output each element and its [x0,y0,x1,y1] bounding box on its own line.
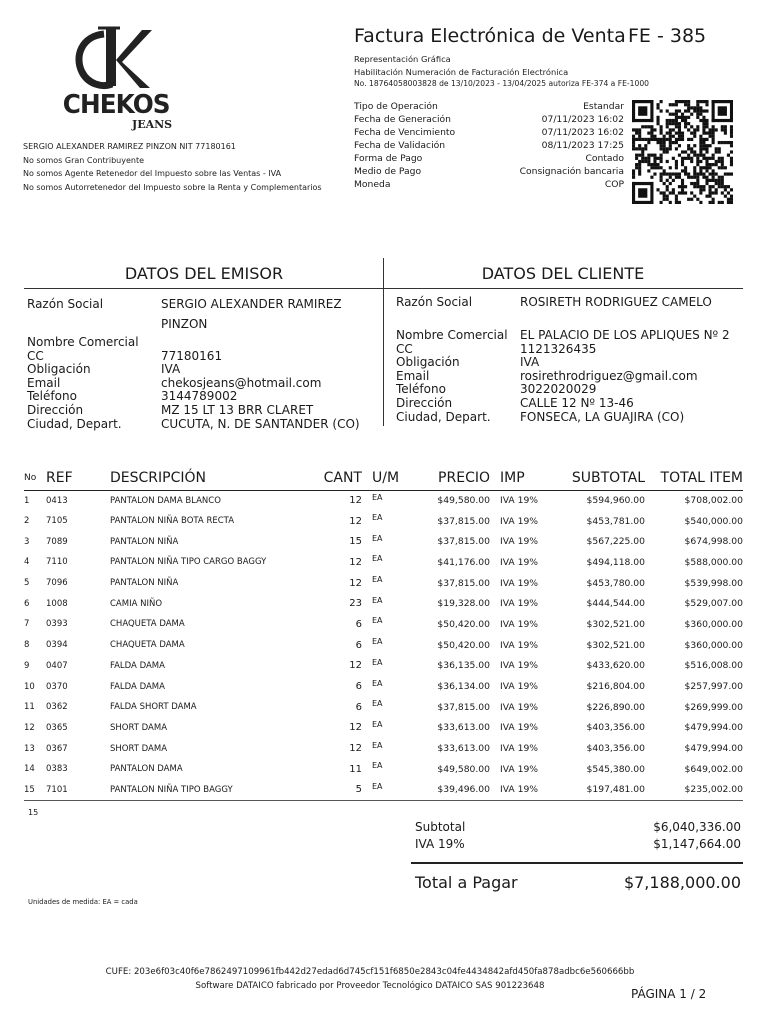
cell-subtotal: $403,356.00 [586,722,645,734]
operation-value: Contado [585,153,624,164]
cell-no: 9 [24,660,30,671]
logo-mark [60,26,172,96]
cliente-details [396,294,741,424]
field-value: rosirethrodriguez@gmail.com [520,368,698,383]
col-header-ref: REF [46,466,110,490]
cell-price: $50,420.00 [437,639,490,651]
cell-description: SHORT DAMA [110,722,168,733]
field-label: Dirección [27,402,84,417]
table-row [24,780,743,801]
cell-subtotal: $302,521.00 [586,639,645,651]
field-value: SERGIO ALEXANDER RAMIREZ PINZON [161,297,342,331]
operation-value: 07/11/2023 16:02 [541,127,624,138]
cell-price: $19,328.00 [437,598,490,610]
unit-value: EA [372,533,383,543]
cell-total: $235,002.00 [645,780,743,801]
cell-description: SHORT DAMA [110,743,168,754]
cell-description: CHAQUETA DAMA [110,640,185,651]
logo-wordmark: CHEKOS [62,90,170,120]
cell-subtotal: $567,225.00 [586,536,645,548]
field-label: Email [396,368,430,383]
subtotal-value: $6,040,336.00 [653,820,741,834]
unit-value: EA [372,719,383,729]
cell-tax: IVA 19% [500,495,539,507]
operation-label: Moneda [354,179,391,190]
cell-no: 3 [24,536,30,547]
cell-subtotal: $453,780.00 [586,577,645,589]
cliente-row [396,411,741,425]
unit-value: EA [372,657,383,667]
unit-value: EA [372,740,383,750]
cell-ref: 0394 [46,640,68,651]
cell-unit [362,511,412,532]
issuer-line: No somos Gran Contribuyente [23,155,145,165]
cell-unit [362,552,412,573]
cell-subtotal: $226,890.00 [586,701,645,713]
cell-subtotal: $216,804.00 [586,681,645,693]
cell-tax: IVA 19% [500,536,539,548]
grand-total-row [415,873,741,892]
emisor-row [27,390,377,404]
cell-price: $49,580.00 [437,495,490,507]
table-row [24,635,743,656]
field-label: Obligación [396,355,460,370]
cell-quantity: 12 [349,556,362,568]
unit-value: EA [372,554,383,564]
document-title: Factura Electrónica de Venta [354,25,626,47]
cell-unit [362,718,412,739]
cell-subtotal: $545,380.00 [586,763,645,775]
cell-ref: 0413 [46,495,68,506]
cell-ref: 7110 [46,557,68,568]
operation-label: Fecha de Vencimiento [354,127,456,138]
resolution-number: No. 18764058003828 de 13/10/2023 - 13/04/2025 autoriza FE-374 a FE-1000 [354,79,649,88]
cell-ref: 7105 [46,516,68,527]
cell-price: $49,580.00 [437,763,490,775]
invoice-number: FE - 385 [628,25,707,47]
emisor-section-title: DATOS DEL EMISOR [124,264,284,283]
cell-price: $37,815.00 [437,577,490,589]
cell-unit [362,531,412,552]
cliente-section-title: DATOS DEL CLIENTE [481,264,645,283]
operation-label: Medio de Pago [354,166,422,177]
unit-value: EA [372,513,383,523]
unit-value: EA [372,761,383,771]
cell-unit [362,573,412,594]
cell-ref: 1008 [46,598,68,609]
field-value: MZ 15 LT 13 BRR CLARET [161,402,314,417]
logo-subtext: JEANS [132,118,173,131]
cell-total: $529,007.00 [684,598,743,610]
item-count: 15 [28,808,39,817]
cliente-row [396,294,741,311]
issuer-line: No somos Autorretenedor del Impuesto sobre la Renta y Complementarios [23,182,322,192]
items-table-body [24,490,743,800]
field-label: Obligación [27,362,91,377]
cell-quantity: 6 [355,618,362,630]
emisor-row [27,294,377,334]
cell-quantity: 12 [349,743,362,755]
field-label: Ciudad, Depart. [27,416,122,431]
cell-no: 7 [24,619,30,630]
subtotal-row [415,819,741,836]
field-label: Nombre Comercial [396,328,508,342]
cell-price: $33,613.00 [437,743,490,755]
cell-total: $649,002.00 [684,763,743,775]
cell-total: $479,994.00 [684,743,743,755]
emisor-row [27,350,377,364]
field-value: FONSECA, LA GUAJIRA (CO) [520,409,685,424]
cell-no: 10 [24,681,35,692]
cell-subtotal: $433,620.00 [586,660,645,672]
cell-quantity: 12 [349,515,362,527]
cell-tax: IVA 19% [500,515,539,527]
col-header-tax: IMP [490,466,544,490]
field-value: IVA [161,362,181,377]
cell-description: CHAQUETA DAMA [110,619,185,630]
cell-ref: 7089 [46,536,68,547]
cliente-row [396,356,741,370]
col-header-unit: U/M [362,466,412,490]
operation-value: Estandar [583,101,624,112]
col-header-price: PRECIO [412,466,490,490]
operation-row [354,139,624,152]
cell-tax: IVA 19% [500,743,539,755]
cell-unit [362,697,412,718]
cell-subtotal: $197,481.00 [544,780,645,801]
emisor-row [27,418,377,432]
operation-label: Forma de Pago [354,153,423,164]
cell-ref: 0370 [46,681,68,692]
cell-subtotal: $494,118.00 [586,556,645,568]
issuer-tax-info [23,140,322,194]
cell-tax: IVA 19% [500,681,539,693]
table-row [24,593,743,614]
field-label: Teléfono [27,389,77,404]
cell-description: PANTALON NIÑA [110,536,179,547]
operation-row [354,165,624,178]
cell-no: 14 [24,764,35,775]
cell-description: PANTALON NIÑA [110,578,179,589]
field-label: CC [396,341,413,356]
cell-total: $674,998.00 [684,536,743,548]
operation-row [354,178,624,191]
col-header-no: No [24,466,46,490]
field-value: IVA [520,355,540,370]
grand-total-label: Total a Pagar [415,873,518,892]
cell-no: 2 [24,516,30,527]
field-value: chekosjeans@hotmail.com [161,375,322,390]
cell-quantity: 12 [349,577,362,589]
cell-description: PANTALON DAMA BLANCO [110,495,221,506]
cell-unit [362,490,412,511]
field-value: 1121326435 [520,341,597,356]
field-value: CUCUTA, N. DE SANTANDER (CO) [161,416,360,431]
table-row [24,511,743,532]
operation-value: 08/11/2023 17:25 [541,140,624,151]
numbering-label: Habilitación Numeración de Facturación Electrónica [354,66,569,77]
totals-divider [411,862,743,864]
cell-price: $41,176.00 [437,556,490,568]
operation-value: COP [604,179,624,190]
emisor-row [27,404,377,418]
cell-subtotal: $302,521.00 [586,618,645,630]
cell-price: $36,134.00 [437,681,490,693]
cell-price: $37,815.00 [437,515,490,527]
page-number: PÁGINA 1 / 2 [631,987,707,1001]
iva-row [415,836,741,853]
cell-no: 8 [24,640,30,651]
field-label: Email [27,375,61,390]
cliente-row [396,383,741,397]
issuer-line: SERGIO ALEXANDER RAMIREZ PINZON NIT 77180161 [23,142,236,151]
unit-value: EA [372,492,383,502]
cliente-row [396,329,741,343]
issuer-line: No somos Agente Retenedor del Impuesto sobre las Ventas - IVA [23,169,282,178]
cell-total: $708,002.00 [684,495,743,507]
cell-price: $33,613.00 [437,722,490,734]
field-value: CALLE 12 Nº 13-46 [520,395,634,410]
items-table [24,466,743,801]
field-label: CC [27,348,44,363]
cell-description: FALDA DAMA [110,681,165,692]
unit-value: EA [372,595,383,605]
field-value [161,336,377,350]
field-value: ROSIRETH RODRIGUEZ CAMELO [520,295,712,309]
cell-total: $479,994.00 [684,722,743,734]
cell-total: $360,000.00 [684,618,743,630]
cell-quantity: 6 [355,639,362,651]
cell-total: $539,998.00 [684,577,743,589]
cell-ref: 7101 [46,780,110,801]
emisor-row [27,336,377,350]
field-label: Dirección [396,395,453,410]
cell-description: CAMIA NIÑO [110,598,163,609]
cell-tax: IVA 19% [500,577,539,589]
cell-quantity: 23 [349,598,362,610]
cell-price: $50,420.00 [437,618,490,630]
cufe-code: CUFE: 203e6f03c40f6e7862497109961fb442d27edad6d745cf151f6850e2843c04fe4434842afd450fa878adbc6e560666bb [105,967,635,977]
table-header-row [24,466,743,490]
iva-value: $1,147,664.00 [653,837,741,851]
table-row [24,490,743,511]
cliente-row [396,397,741,411]
units-note: Unidades de medida: EA = cada [28,898,138,906]
col-header-subtotal: SUBTOTAL [544,466,645,490]
cell-tax: IVA 19% [500,639,539,651]
qr-code-icon [632,100,733,204]
table-row [24,676,743,697]
cell-description: FALDA SHORT DAMA [110,702,197,713]
cell-ref: 0362 [46,702,68,713]
table-row [24,552,743,573]
cell-total: $588,000.00 [684,556,743,568]
grand-total-value: $7,188,000.00 [623,873,741,892]
operation-row [354,152,624,165]
cell-quantity: 11 [349,763,362,775]
field-value: EL PALACIO DE LOS APLIQUES Nº 2 [520,328,730,342]
cliente-row [396,343,741,357]
unit-value: EA [372,678,383,688]
cell-total: $360,000.00 [684,639,743,651]
subtotal-label: Subtotal [415,820,466,834]
cell-no: 4 [24,557,30,568]
cell-tax: IVA 19% [500,660,539,672]
company-logo [60,26,172,134]
cell-ref: 0365 [46,722,68,733]
unit-value: EA [372,699,383,709]
cell-price: $37,815.00 [437,536,490,548]
table-row [24,531,743,552]
field-label: Ciudad, Depart. [396,409,491,424]
cell-unit [362,676,412,697]
operation-label: Fecha de Generación [354,114,451,125]
cell-ref: 0367 [46,743,68,754]
unit-value: EA [372,575,383,585]
cell-no: 13 [24,743,35,754]
unit-value: EA [372,637,383,647]
authorization-info [354,53,649,91]
cell-no: 15 [24,780,46,801]
cell-total: $257,997.00 [684,681,743,693]
cell-description: PANTALON DAMA [110,764,183,775]
cell-ref: 0393 [46,619,68,630]
cell-no: 1 [24,495,30,506]
cell-description: PANTALON NIÑA TIPO BAGGY [110,780,318,801]
cell-quantity: 12 [349,660,362,672]
unit-value: EA [372,781,383,791]
cell-unit [362,635,412,656]
field-value: 77180161 [161,348,223,363]
cell-quantity: 12 [349,495,362,507]
cell-quantity: 6 [355,701,362,713]
cell-unit [362,656,412,677]
table-row [24,697,743,718]
operation-value: Consignación bancaria [519,166,624,177]
cell-no: 12 [24,722,35,733]
cell-no: 5 [24,578,30,589]
cell-subtotal: $453,781.00 [586,515,645,527]
cell-price: $36,135.00 [437,660,490,672]
table-row [24,573,743,594]
table-row [24,614,743,635]
operation-info [354,100,624,191]
cell-ref: 0407 [46,660,68,671]
cell-subtotal: $444,544.00 [586,598,645,610]
software-provider: Software DATAICO fabricado por Proveedor Tecnológico DATAICO SAS 901223648 [195,981,545,991]
cell-tax: IVA 19% [500,722,539,734]
field-value: 3022020029 [520,382,597,397]
column-divider [383,258,384,426]
cell-tax: IVA 19% [500,701,539,713]
cell-description: PANTALON NIÑA TIPO CARGO BAGGY [110,557,267,568]
cell-ref: 0383 [46,764,68,775]
emisor-row [27,363,377,377]
field-label: Razón Social [396,295,473,309]
cell-no: 11 [24,702,35,713]
cell-tax: IVA 19% [500,556,539,568]
col-header-quantity: CANT [318,466,362,490]
cell-no: 6 [24,598,30,609]
cell-unit [362,780,412,801]
operation-label: Fecha de Validación [354,140,446,151]
table-row [24,656,743,677]
iva-label: IVA 19% [415,837,465,851]
cell-description: FALDA DAMA [110,660,165,671]
emisor-row [27,377,377,391]
cell-unit [362,759,412,780]
table-row [24,718,743,739]
col-header-total: TOTAL ITEM [645,466,743,490]
cell-quantity: 6 [355,681,362,693]
operation-row [354,126,624,139]
totals-block [415,819,741,853]
cell-quantity: 5 [318,780,362,801]
field-label: Nombre Comercial [27,335,139,349]
cell-unit [362,593,412,614]
cell-price: $39,496.00 [412,780,490,801]
table-row [24,738,743,759]
cell-quantity: 12 [349,722,362,734]
cell-tax: IVA 19% [500,763,539,775]
emisor-details [27,294,377,431]
cell-price: $37,815.00 [437,701,490,713]
operation-value: 07/11/2023 16:02 [541,114,624,125]
graphic-representation-label: Representación Gráfica [354,54,451,64]
field-value: 3144789002 [161,389,238,404]
cell-ref: 7096 [46,578,68,589]
field-label: Razón Social [27,297,104,311]
field-label: Teléfono [396,382,446,397]
cell-tax: IVA 19% [500,618,539,630]
cell-total: $269,999.00 [684,701,743,713]
cell-tax: IVA 19% [490,780,544,801]
cell-tax: IVA 19% [500,598,539,610]
operation-label: Tipo de Operación [354,101,438,112]
table-row [24,759,743,780]
cliente-row [396,370,741,384]
operation-row [354,100,624,113]
operation-row [354,113,624,126]
cell-unit [362,614,412,635]
cell-quantity: 15 [349,536,362,548]
cell-total: $540,000.00 [684,515,743,527]
cell-subtotal: $403,356.00 [586,743,645,755]
cell-total: $516,008.00 [684,660,743,672]
cell-subtotal: $594,960.00 [586,495,645,507]
cell-description: PANTALON NIÑA BOTA RECTA [110,516,235,527]
cell-unit [362,738,412,759]
unit-value: EA [372,616,383,626]
col-header-description: DESCRIPCIÓN [110,466,318,490]
